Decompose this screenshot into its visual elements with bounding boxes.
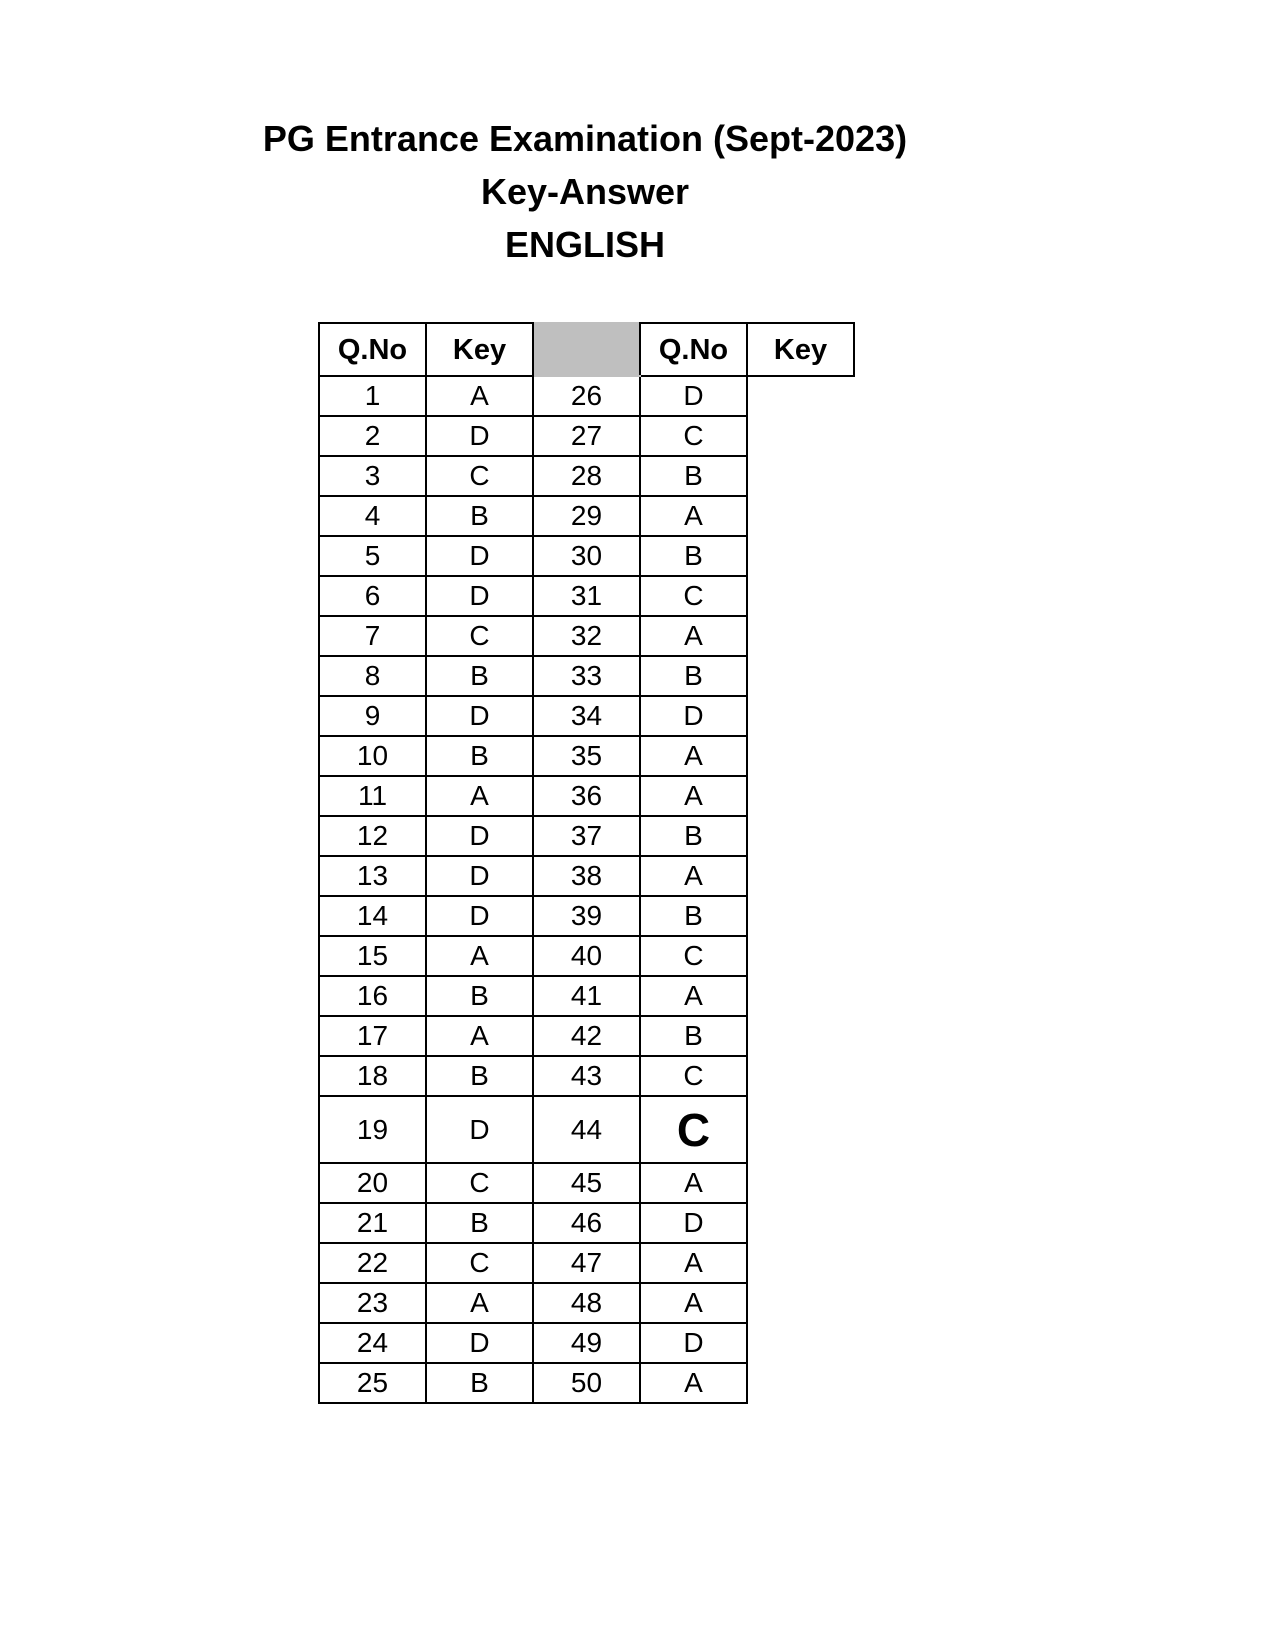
key-header-right: Key — [747, 323, 854, 376]
table-row — [319, 976, 854, 1016]
answer-key-right: A — [640, 856, 747, 896]
question-number-right: 40 — [533, 936, 640, 976]
question-number-left: 4 — [319, 496, 426, 536]
question-number-left: 11 — [319, 776, 426, 816]
answer-key-right: B — [640, 536, 747, 576]
question-number-right: 46 — [533, 1203, 640, 1243]
table-row — [319, 616, 854, 656]
table-row — [319, 1283, 854, 1323]
question-number-right: 45 — [533, 1163, 640, 1203]
key-answer-heading: Key-Answer — [480, 171, 690, 212]
table-row — [319, 816, 854, 856]
answer-key-left: A — [426, 1283, 533, 1323]
answer-key-right: D — [640, 1203, 747, 1243]
answer-key-left: D — [426, 1096, 533, 1163]
table-row — [319, 736, 854, 776]
question-number-left: 25 — [319, 1363, 426, 1403]
answer-key-right: A — [640, 776, 747, 816]
question-number-right: 34 — [533, 696, 640, 736]
question-number-left: 23 — [319, 1283, 426, 1323]
answer-key-right: A — [640, 1163, 747, 1203]
answer-key-right: A — [640, 1283, 747, 1323]
table-row — [319, 456, 854, 496]
answer-key-left: B — [426, 496, 533, 536]
answer-key-right: D — [640, 1323, 747, 1363]
table-row — [319, 1163, 854, 1203]
exam-title: PG Entrance Examination (Sept-2023) — [262, 118, 908, 159]
table-row — [319, 416, 854, 456]
table-row — [319, 1016, 854, 1056]
answer-key-left: D — [426, 576, 533, 616]
answer-key-right: A — [640, 1243, 747, 1283]
table-row — [319, 496, 854, 536]
question-number-left: 17 — [319, 1016, 426, 1056]
answer-key-right: B — [640, 656, 747, 696]
question-number-left: 22 — [319, 1243, 426, 1283]
answer-key-right: C — [640, 1096, 747, 1163]
question-number-left: 18 — [319, 1056, 426, 1096]
answer-key-left: D — [426, 816, 533, 856]
answer-key-left: B — [426, 976, 533, 1016]
answer-key-left: B — [426, 656, 533, 696]
question-number-right: 39 — [533, 896, 640, 936]
table-row — [319, 536, 854, 576]
question-number-left: 6 — [319, 576, 426, 616]
question-number-right: 29 — [533, 496, 640, 536]
question-number-left: 12 — [319, 816, 426, 856]
answer-key-right: A — [640, 616, 747, 656]
question-number-left: 3 — [319, 456, 426, 496]
answer-key-left: A — [426, 1016, 533, 1056]
answer-key-right: B — [640, 896, 747, 936]
question-number-left: 21 — [319, 1203, 426, 1243]
answer-key-left: D — [426, 1323, 533, 1363]
question-number-left: 13 — [319, 856, 426, 896]
question-number-left: 8 — [319, 656, 426, 696]
table-row — [319, 376, 854, 416]
answer-key-left: A — [426, 936, 533, 976]
key-header-left: Key — [426, 323, 533, 376]
answer-key-right: C — [640, 936, 747, 976]
question-number-right: 41 — [533, 976, 640, 1016]
question-number-left: 5 — [319, 536, 426, 576]
answer-key-left: C — [426, 1163, 533, 1203]
question-number-right: 36 — [533, 776, 640, 816]
table-row — [319, 1056, 854, 1096]
question-number-right: 27 — [533, 416, 640, 456]
question-number-right: 37 — [533, 816, 640, 856]
table-row — [319, 896, 854, 936]
column-separator — [533, 323, 640, 376]
answer-key-left: C — [426, 616, 533, 656]
answer-key-right: C — [640, 416, 747, 456]
question-number-left: 7 — [319, 616, 426, 656]
table-row — [319, 1203, 854, 1243]
table-row — [319, 576, 854, 616]
table-row — [319, 656, 854, 696]
table-row — [319, 936, 854, 976]
answer-key-left: B — [426, 1056, 533, 1096]
question-number-left: 15 — [319, 936, 426, 976]
question-number-right: 31 — [533, 576, 640, 616]
answer-key-right: B — [640, 816, 747, 856]
answer-key-left: D — [426, 416, 533, 456]
answer-key-left: C — [426, 456, 533, 496]
table-row — [319, 776, 854, 816]
table-row — [319, 1363, 854, 1403]
answer-key-left: D — [426, 536, 533, 576]
answer-key-right: B — [640, 1016, 747, 1056]
answer-key-right: D — [640, 376, 747, 416]
question-number-right: 32 — [533, 616, 640, 656]
table-row — [319, 696, 854, 736]
answer-key-left: C — [426, 1243, 533, 1283]
question-number-right: 28 — [533, 456, 640, 496]
answer-key-left: D — [426, 896, 533, 936]
answer-key-left: A — [426, 376, 533, 416]
table-row — [319, 1096, 854, 1163]
question-number-left: 20 — [319, 1163, 426, 1203]
table-header-row — [319, 323, 854, 376]
table-row — [319, 1323, 854, 1363]
answer-key-table — [318, 322, 855, 1404]
question-number-right: 38 — [533, 856, 640, 896]
answer-key-left: D — [426, 856, 533, 896]
answer-key-right: A — [640, 496, 747, 536]
answer-key-left: D — [426, 696, 533, 736]
document-header — [0, 112, 1170, 271]
subject-heading: ENGLISH — [504, 224, 665, 265]
qno-header-left: Q.No — [319, 323, 426, 376]
answer-key-right: A — [640, 736, 747, 776]
qno-header-right: Q.No — [640, 323, 747, 376]
question-number-right: 43 — [533, 1056, 640, 1096]
answer-key-right: A — [640, 976, 747, 1016]
question-number-left: 9 — [319, 696, 426, 736]
question-number-right: 33 — [533, 656, 640, 696]
answer-key-right: B — [640, 456, 747, 496]
answer-key-left: B — [426, 1203, 533, 1243]
question-number-right: 35 — [533, 736, 640, 776]
question-number-right: 49 — [533, 1323, 640, 1363]
question-number-right: 30 — [533, 536, 640, 576]
question-number-right: 44 — [533, 1096, 640, 1163]
question-number-left: 14 — [319, 896, 426, 936]
question-number-left: 2 — [319, 416, 426, 456]
question-number-right: 48 — [533, 1283, 640, 1323]
table-row — [319, 856, 854, 896]
table-row — [319, 1243, 854, 1283]
answer-rows — [319, 376, 854, 1403]
answer-key-right: A — [640, 1363, 747, 1403]
question-number-left: 1 — [319, 376, 426, 416]
question-number-right: 26 — [533, 376, 640, 416]
answer-key-left: B — [426, 736, 533, 776]
question-number-left: 16 — [319, 976, 426, 1016]
answer-key-right: C — [640, 1056, 747, 1096]
question-number-left: 19 — [319, 1096, 426, 1163]
question-number-right: 50 — [533, 1363, 640, 1403]
answer-key-left: B — [426, 1363, 533, 1403]
question-number-right: 47 — [533, 1243, 640, 1283]
answer-key-right: C — [640, 576, 747, 616]
question-number-right: 42 — [533, 1016, 640, 1056]
answer-key-left: A — [426, 776, 533, 816]
answer-key-right: D — [640, 696, 747, 736]
question-number-left: 10 — [319, 736, 426, 776]
question-number-left: 24 — [319, 1323, 426, 1363]
